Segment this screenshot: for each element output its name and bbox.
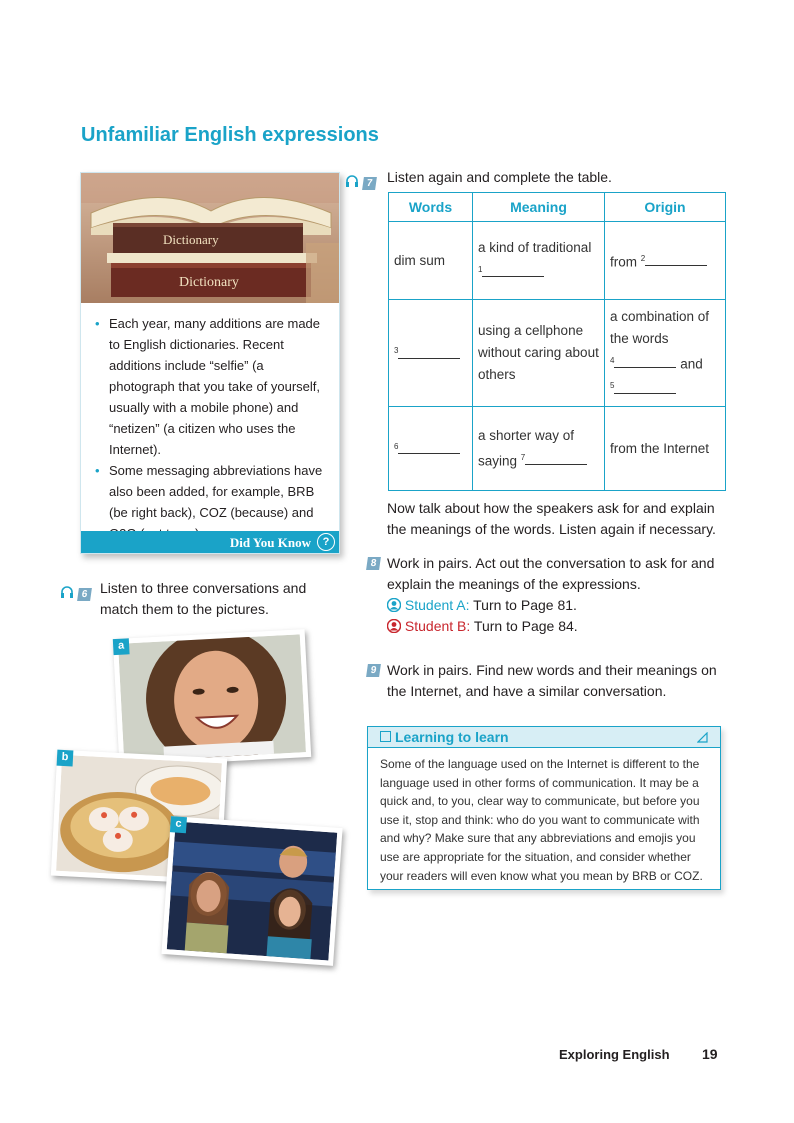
- learning-to-learn-box: [367, 726, 721, 890]
- photo-label-c: c: [170, 816, 187, 833]
- blank-field-1[interactable]: [482, 262, 544, 277]
- task-7: [345, 167, 725, 188]
- blank-field-5[interactable]: [614, 379, 676, 394]
- table-cell: a combination of the words $^4$ and $^5$: [605, 300, 726, 407]
- did-you-know-box: [80, 172, 340, 554]
- page-number: 19: [702, 1046, 718, 1062]
- learning-to-learn-body: Some of the language used on the Internet is different to the language used in other forms of communication. It may be a quick and, to you, clear way to communicate, but before you use it, stop and think: who do you want to communicate with and why? Make sure that any abbreviations and emojis you use are appropriate for the situation, and consider whether your readers will even know what you mean by BRB or COZ.: [380, 757, 703, 883]
- table-cell: 3: [389, 300, 473, 407]
- blank-field-6[interactable]: [398, 439, 460, 454]
- student-a-line: Student A: Turn to Page 81.: [367, 595, 727, 616]
- laughing-girl-image: [118, 634, 306, 761]
- task-8-text: Work in pairs. Act out the conversation to ask for and explain the meanings of the expressions.: [387, 555, 715, 592]
- task-6-text: Listen to three conversations and match them to the pictures.: [100, 580, 307, 617]
- table-cell: a kind of traditional $^1$: [473, 222, 605, 300]
- learning-to-learn-header: [368, 727, 720, 748]
- table-cell: from $^2$: [605, 222, 726, 300]
- table-row: [389, 300, 726, 407]
- table-cell: using a cellphone without caring about others: [473, 300, 605, 407]
- corner-triangle-icon: [697, 732, 708, 743]
- photo-c: [161, 816, 342, 966]
- page-title: Unfamiliar English expressions: [81, 124, 379, 146]
- did-you-know-bar: [81, 531, 339, 553]
- task-6: [60, 578, 320, 620]
- cinema-audience-image: [167, 822, 338, 961]
- task-7-followup: Now talk about how the speakers ask for and explain the meanings of the words. Listen again if necessary.: [387, 500, 716, 537]
- dictionary-photo: [81, 173, 339, 303]
- task-number: 6: [77, 588, 92, 601]
- dictionary-label-top: Dictionary: [163, 232, 219, 247]
- task-number: 8: [366, 557, 381, 570]
- list-item: • Some messaging abbreviations have also been added, for example, BRB (be right back), COZ (because) and: [95, 463, 323, 520]
- blank-field-2[interactable]: [645, 251, 707, 266]
- footer-book-title: Exploring English: [559, 1047, 670, 1062]
- task-9-text: Work in pairs. Find new words and their meanings on the Internet, and have a similar conversation.: [387, 662, 717, 699]
- task-number: 7: [362, 177, 377, 190]
- headphones-icon: [345, 174, 359, 187]
- table-row: [389, 222, 726, 300]
- student-a-icon: [387, 598, 401, 612]
- did-you-know-list: [95, 313, 333, 544]
- task-number: 9: [366, 664, 381, 677]
- photo-label-a: a: [113, 638, 130, 655]
- blank-field-7[interactable]: [525, 450, 587, 465]
- task-7-text: Listen again and complete the table.: [387, 169, 612, 185]
- table-row: [389, 407, 726, 491]
- table-cell: dim sum: [389, 222, 473, 300]
- task-8: [367, 553, 727, 637]
- table-cell: a shorter way of saying $^7$: [473, 407, 605, 491]
- checkbox-icon: [380, 731, 391, 742]
- table-cell: 6: [389, 407, 473, 491]
- task-9: [367, 660, 727, 702]
- dictionary-label-bottom: Dictionary: [179, 275, 239, 290]
- table-header: Words: [389, 193, 473, 222]
- headphones-icon: [60, 585, 74, 598]
- list-item: • Each year, many additions are made to English dictionaries. Recent additions include “selfie” (a photograph that you take of yourself, usually with a mobile phone) and “netizen” (a citizen who uses the Internet).: [95, 316, 321, 457]
- words-table: [388, 192, 726, 491]
- table-header: Meaning: [473, 193, 605, 222]
- table-cell: from the Internet: [605, 407, 726, 491]
- photo-a: [113, 629, 311, 767]
- blank-field-4[interactable]: [614, 353, 676, 368]
- did-you-know-label: Did You Know: [229, 535, 311, 550]
- student-b-line: Student B: Turn to Page 84.: [367, 616, 727, 637]
- student-b-icon: [387, 619, 401, 633]
- learning-to-learn-title: Learning to learn: [380, 729, 509, 745]
- photo-label-b: b: [57, 750, 74, 767]
- blank-field-3[interactable]: [398, 344, 460, 359]
- table-header: Origin: [605, 193, 726, 222]
- question-icon: ?: [317, 533, 335, 551]
